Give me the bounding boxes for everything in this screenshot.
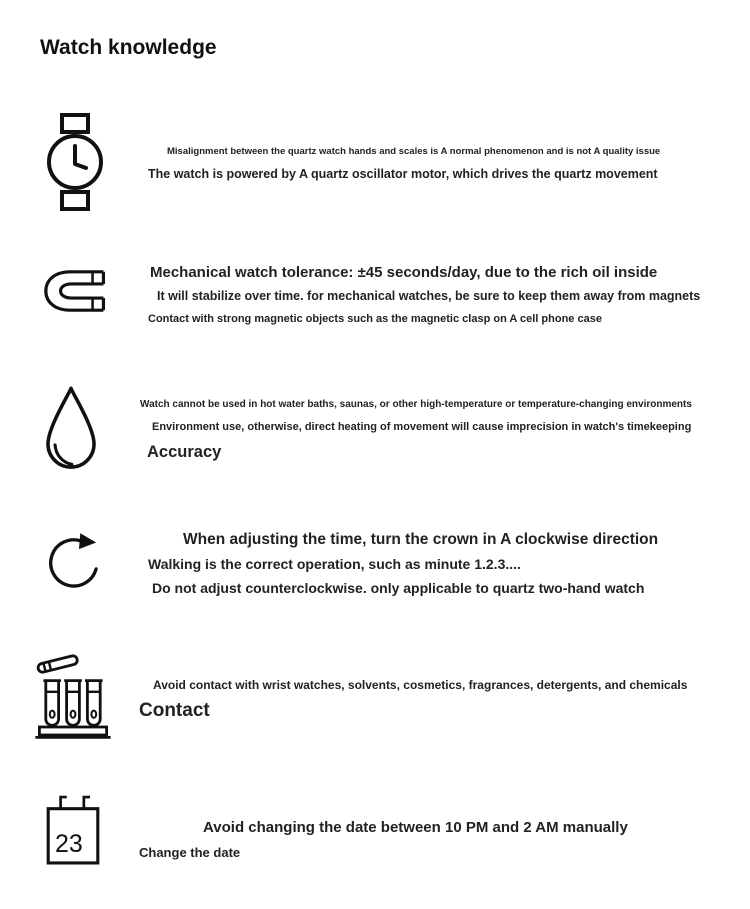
magnet-icon-svg <box>42 262 106 320</box>
crown-counterclockwise-text: Do not adjust counterclockwise. only applicable to quartz two-hand watch <box>152 580 645 596</box>
wristwatch-icon <box>45 112 105 212</box>
calendar-icon <box>42 790 104 870</box>
temperature-environment-note: Environment use, otherwise, direct heating of movement will cause imprecision in watch's timekeeping <box>152 421 692 433</box>
quartz-movement-text: The watch is powered by A quartz oscillator motor, which drives the quartz movement <box>148 167 658 181</box>
test-tubes-icon <box>33 645 113 745</box>
magnet-icon <box>42 262 106 320</box>
change-date-heading: Change the date <box>139 845 241 860</box>
page-title: Watch knowledge <box>40 36 217 59</box>
quartz-misalignment-note: Misalignment between the quartz watch hands and scales is A normal phenomenon and is not A quality issue <box>167 146 661 157</box>
magnet-contact-note: Contact with strong magnetic objects such as the magnetic clasp on A cell phone case <box>148 313 602 325</box>
test-tubes-icon-svg <box>33 645 113 745</box>
wristwatch-icon-svg <box>45 112 105 212</box>
accuracy-heading: Accuracy <box>147 443 222 461</box>
magnet-stabilize-text: It will stabilize over time. for mechanical watches, be sure to keep them away from magnets <box>157 289 701 303</box>
chemical-avoid-text: Avoid contact with wrist watches, solvents, cosmetics, fragrances, detergents, and chemicals <box>153 678 688 692</box>
date-change-warning: Avoid changing the date between 10 PM and 2 AM manually <box>203 819 628 836</box>
magnet-tolerance-heading: Mechanical watch tolerance: ±45 seconds/day, due to the rich oil inside <box>150 264 658 281</box>
calendar-day-label: 23 <box>55 830 83 858</box>
clockwise-arrow-icon <box>42 520 108 594</box>
crown-walking-text: Walking is the correct operation, such as minute 1.2.3.... <box>148 556 521 572</box>
temperature-warning-note: Watch cannot be used in hot water baths, saunas, or other high-temperature or temperature-changing environments <box>140 399 692 410</box>
clockwise-arrow-icon-svg <box>42 520 108 594</box>
crown-clockwise-heading: When adjusting the time, turn the crown in A clockwise direction <box>183 531 659 548</box>
water-drop-icon <box>40 378 102 480</box>
water-drop-icon-svg <box>40 378 102 480</box>
contact-heading: Contact <box>139 700 210 721</box>
